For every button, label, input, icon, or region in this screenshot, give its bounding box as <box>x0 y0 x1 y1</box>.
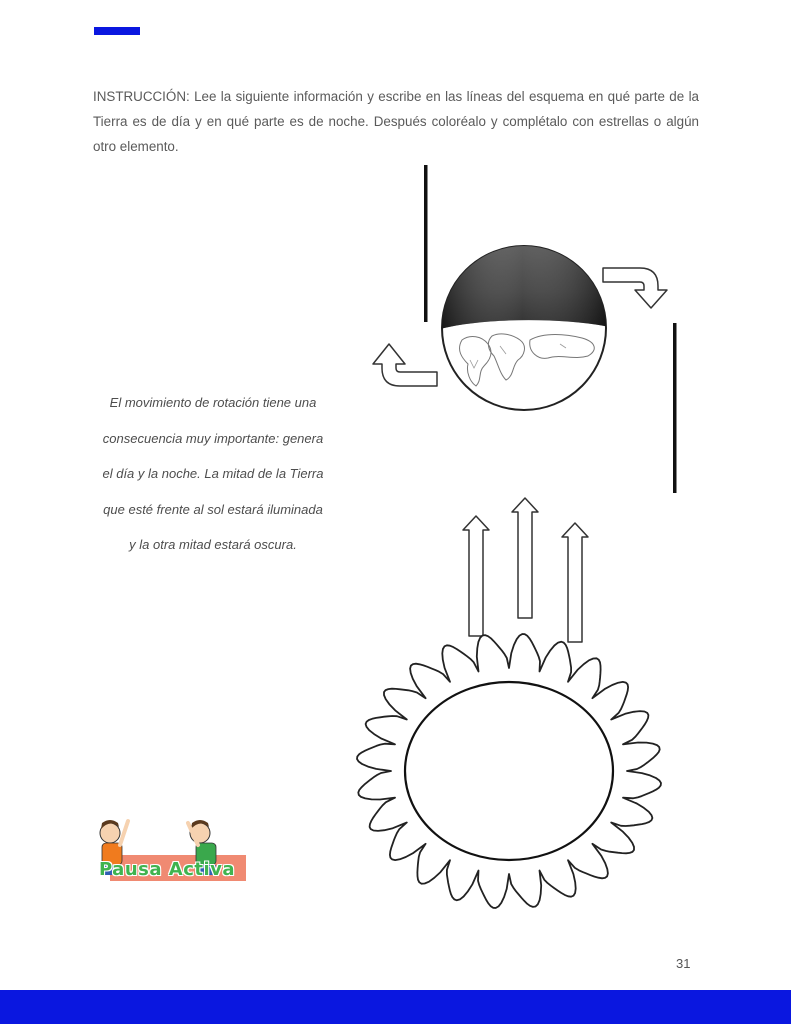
body-line: que esté frente al sol estará iluminada <box>103 501 323 517</box>
up-arrow-icon <box>463 516 489 636</box>
curved-arrow-icon <box>373 344 437 386</box>
body-line: el día y la noche. La mitad de la Tierra <box>102 466 324 481</box>
body-line: y la otra mitad estará oscura. <box>129 537 297 552</box>
up-arrow-icon <box>562 523 588 642</box>
curved-arrow-icon <box>603 268 667 308</box>
pausa-activa-badge <box>92 815 252 885</box>
bottom-accent-bar <box>0 990 791 1024</box>
body-line: consecuencia muy importante: genera <box>102 430 324 446</box>
up-arrow-icon <box>512 498 538 618</box>
pausa-activa-label: Pausa Activa <box>98 859 236 880</box>
body-line: El movimiento de rotación tiene una <box>109 395 317 410</box>
writing-line-left[interactable] <box>424 165 428 322</box>
writing-line-right[interactable] <box>673 323 677 493</box>
earth-icon <box>430 230 615 410</box>
sun-icon <box>357 634 661 908</box>
instruction-text: INSTRUCCIÓN: Lee la siguiente información y escribe en las líneas del esquema en qué parte de la Tierra es de día y en qué parte es de noche. Después coloréalo y complétalo con estrellas o algún otro elemento. <box>93 89 699 154</box>
page-number: 31 <box>676 956 691 971</box>
